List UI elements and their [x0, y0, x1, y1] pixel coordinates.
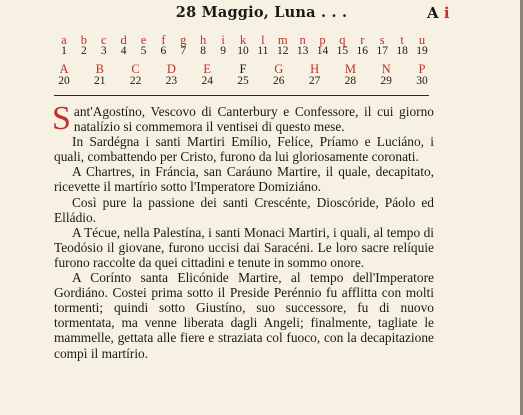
lunar-number: 27 [308, 75, 321, 87]
lunar-letter: k [239, 33, 247, 47]
header-letter-a: A [427, 4, 439, 22]
lunar-number: 16 [356, 45, 369, 57]
lunar-letter: D [166, 62, 176, 76]
martyrology-text [52, 100, 434, 361]
lunar-number: 8 [200, 45, 207, 57]
lunar-number: 5 [140, 45, 147, 57]
lunar-number: 21 [94, 75, 106, 87]
header-rule [54, 95, 429, 96]
lunar-number: 29 [380, 75, 392, 87]
lunar-letter: g [180, 33, 187, 47]
header-letter-marker [427, 4, 450, 22]
lunar-number: 13 [296, 45, 309, 57]
lunar-letter: r [360, 33, 365, 47]
lunar-number: 30 [416, 75, 428, 87]
lunar-letter: p [319, 33, 326, 47]
lunar-letter: f [161, 33, 166, 47]
lunar-number: 4 [120, 45, 127, 57]
lunar-letter: N [381, 62, 391, 76]
lunar-letter: F [239, 62, 247, 76]
lunar-number: 24 [201, 75, 213, 87]
lunar-number: 20 [58, 75, 70, 87]
lunar-number: 11 [257, 45, 269, 57]
lunar-letter: l [261, 33, 265, 47]
paragraph-4: Così pure la passione dei santi Crescénte, Dioscóride, Páolo ed Elládio. [54, 194, 434, 225]
lunar-number: 2 [80, 45, 87, 57]
lunar-number: 12 [276, 45, 289, 57]
lunar-letter: i [221, 33, 225, 47]
lunar-number: 26 [273, 75, 285, 87]
lunar-number: 19 [416, 45, 428, 57]
lunar-number: 10 [237, 45, 249, 57]
lunar-number: 28 [344, 75, 357, 87]
drop-cap: S [52, 100, 71, 137]
page-title: 28 Maggio, Luna . . . [175, 4, 348, 21]
lunar-letter: H [310, 62, 320, 76]
lunar-letter: E [203, 62, 211, 76]
paragraph-3: A Chartres, in Fráncia, san Caráuno Martire, il quale, decapitato, ricevette il martírio sotto l'Imperatore Domiziáno. [54, 164, 434, 195]
lunar-number: 22 [129, 75, 142, 87]
lunar-number: 7 [180, 45, 187, 57]
lunar-letter: s [379, 33, 385, 47]
paragraph-1 [52, 100, 434, 137]
lunar-letter: a [61, 33, 67, 47]
lunar-number: 25 [237, 75, 249, 87]
lunar-number: 23 [165, 75, 178, 87]
paragraph-5: A Técue, nella Palestína, i santi Monaci Martiri, i quali, al tempo di Teodósio il giovane, furono uccisi dai Saracéni. Le loro sacre relíquie furono raccolte da quei cittadini e tenute in sommo onore. [54, 224, 434, 270]
paragraph-2: In Sardégna i santi Martiri Emílio, Felíce, Príamo e Luciáno, i quali, combattendo per Cristo, furono da lui gloriosamente coronati. [54, 134, 434, 165]
lunar-letter: M [344, 62, 356, 76]
lunar-letter: d [120, 33, 127, 47]
lunar-letter: c [100, 33, 107, 47]
lunar-number: 17 [376, 45, 388, 57]
lunar-letter: B [95, 62, 104, 76]
lunar-letter: e [140, 33, 147, 47]
lunar-numbers-row-1 [54, 45, 432, 57]
lunar-number: 6 [160, 45, 167, 57]
paragraph-1-text: ant'Agostíno, Vescovo di Canterbury e Confessore, il cui giorno natalízio si commemora il ventisei di questo mese. [73, 104, 434, 135]
header-letter-i: i [443, 4, 450, 22]
lunar-letter: P [418, 62, 426, 76]
lunar-number: 18 [396, 45, 408, 57]
lunar-letter: A [59, 62, 69, 76]
paragraph-6: A Corínto santa Elicónide Martire, al tempo dell'Imperatore Gordiáno. Costei prima sotto il Preside Perénnio fu afflitta con molti tormenti; quindi sotto Giustíno, suo successore, fu di nuovo tormentata, ma venne liberata dagli Angeli; finalmente, tagliate le mammelle, gettata alle fiere e straziata col fuoco, con la decapitazione compì il martírio. [54, 270, 434, 361]
lunar-letter: n [299, 33, 306, 47]
lunar-letter: t [400, 33, 404, 47]
lunar-letter: b [80, 33, 87, 47]
lunar-letter: C [131, 62, 140, 76]
lunar-number: 14 [316, 45, 329, 57]
lunar-letter: m [277, 33, 288, 47]
lunar-letter: q [339, 33, 346, 47]
lunar-number: 15 [336, 45, 349, 57]
lunar-numbers-row-2 [54, 75, 432, 87]
lunar-letter: G [274, 62, 284, 76]
lunar-number: 9 [220, 45, 226, 57]
page-header [0, 4, 523, 24]
lunar-number: 3 [100, 45, 107, 57]
lunar-letter: u [418, 33, 426, 47]
lunar-letter: h [200, 33, 207, 47]
lunar-number: 1 [61, 45, 67, 57]
